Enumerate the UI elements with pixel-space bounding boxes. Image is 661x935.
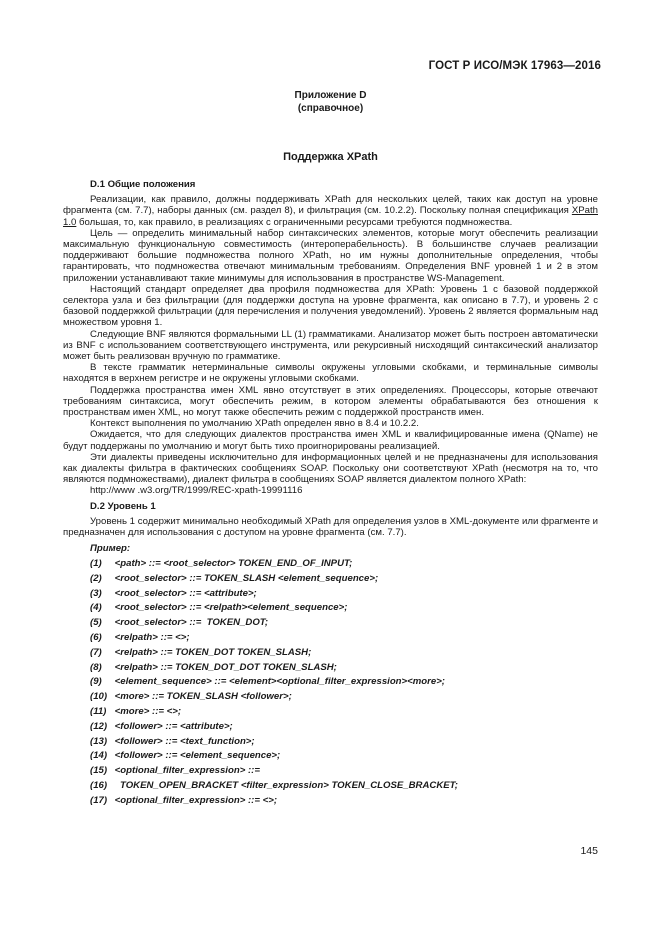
rule-number: (10) [90, 691, 108, 703]
xpath-url[interactable]: http://www .w3.org/TR/1999/REC-xpath-19991116 [90, 485, 303, 497]
rule-text: <path> ::= <root_selector> TOKEN_END_OF_INPUT; [114, 558, 353, 570]
page-number: 145 [580, 845, 598, 857]
rule-number: (5) [90, 617, 102, 629]
rule-text: TOKEN_OPEN_BRACKET <filter_expression> TOKEN_CLOSE_BRACKET; [114, 780, 458, 792]
rule-number: (13) [90, 735, 108, 747]
rule-number: (11) [90, 706, 107, 718]
rule-number: (17) [90, 794, 108, 806]
rule-text: <relpath> ::= TOKEN_DOT TOKEN_SLASH; [114, 646, 312, 658]
paragraph: Поддержка пространства имен XML явно отсутствует в этих определениях. Процессоры, которые отвечают требованиям синтаксиса, могут обеспечить режим, в котором элементы обрабатываются без отношения к пространствам имен XML, но могут также обеспечить режим с поддержкой пространств имен. [63, 384, 598, 419]
paragraph: Уровень 1 содержит минимально необходимый XPath для определения узлов в XML-документе или фрагменте и предназначен для использования с доступом на уровне фрагмента (см. 7.7). [63, 515, 598, 539]
rule-number: (14) [90, 750, 108, 762]
grammar-rule [90, 601, 598, 616]
paragraph: В тексте грамматик нетерминальные символы окружены угловыми скобками, и терминальные символы находятся в верхнем регистре и не окружены угловыми скобками. [63, 362, 598, 385]
rule-text: <relpath> ::= <>; [114, 632, 190, 644]
rule-number: (6) [90, 632, 102, 644]
section-heading-d1: D.1 Общие положения [90, 179, 196, 190]
grammar-rule [90, 779, 598, 794]
rule-number: (12) [90, 720, 108, 732]
rule-number: (3) [90, 587, 102, 599]
rule-number: (7) [90, 646, 102, 658]
rule-text: <more> ::= <>; [114, 706, 182, 718]
rule-number: (16) [90, 780, 108, 792]
grammar-example [63, 542, 598, 808]
rule-number: (2) [90, 572, 102, 584]
rule-text: <root_selector> ::= TOKEN_SLASH <element_sequence>; [114, 572, 379, 584]
grammar-rule [90, 675, 598, 690]
grammar-rule [90, 631, 598, 646]
grammar-rule [90, 587, 598, 602]
paragraph: Настоящий стандарт определяет два профиля подмножества для XPath: Уровень 1 с базовой поддержкой селектора узла и без фильтрации (для поддержки доступа на уровне фрагмента, как описано в 7.7), и уровень 2 с базовой поддержкой фильтрации (для перечисления и получения уведомлений). Уровень 2 является формальным над множеством уровня 1. [63, 283, 598, 329]
rule-text: <root_selector> ::= <relpath><element_sequence>; [114, 602, 348, 614]
annex-heading [0, 89, 661, 115]
paragraph: Следующие BNF являются формальными LL (1) грамматиками. Анализатор может быть построен автоматически из BNF с использованием соответствующего инструмента, или рекурсивный нисходящий синтаксический анализатор может быть реализован вручную по грамматике. [63, 328, 598, 363]
example-label: Пример: [90, 543, 131, 555]
grammar-rules [90, 557, 598, 809]
rule-text: <follower> ::= <attribute>; [114, 720, 233, 732]
rule-text: <root_selector> ::= TOKEN_DOT; [114, 617, 269, 629]
rule-text: <optional_filter_expression> ::= <>; [114, 794, 278, 806]
grammar-rule [90, 661, 598, 676]
annex-subtitle: (справочное) [297, 103, 364, 114]
rule-number: (15) [90, 765, 108, 777]
rule-number: (8) [90, 661, 102, 673]
rule-text: <element_sequence> ::= <element><optional_filter_expression><more>; [114, 676, 446, 688]
grammar-rule [90, 705, 598, 720]
paragraph: Цель — определить минимальный набор синтаксических элементов, которые могут обеспечить реализации максимальную функциональную совместимость (интероперабельность). В большинстве случаев реализации поддерживают большие подмножества полного XPath, но им нужны дополнительные определения, чтобы гарантировать, что подмножества отвечают минимальным требованиям. Определения BNF уровней 1 и 2 в этом приложении устанавливают такие минимумы для использования в пространстве WS-Management. [63, 227, 598, 284]
paragraph: Ожидается, что для следующих диалектов пространства имен XML и квалифицированные имена (QName) не будут поддержаны по умолчанию и могут быть тихо проигнорированы реализацией. [63, 429, 598, 452]
section-heading-d2: D.2 Уровень 1 [90, 500, 156, 512]
grammar-rule [90, 794, 598, 809]
grammar-rule [90, 690, 598, 705]
grammar-rule [90, 646, 598, 661]
grammar-rule [90, 764, 598, 779]
paragraph: Контекст выполнения по умолчанию XPath определен явно в 8.4 и 10.2.2. [90, 418, 419, 430]
document-code: ГОСТ Р ИСО/МЭК 17963—2016 [428, 60, 601, 72]
grammar-rule [90, 720, 598, 735]
rule-text: <optional_filter_expression> ::= [114, 765, 260, 777]
xpath-link[interactable]: XPath 1.0 [63, 205, 598, 228]
paragraph [63, 194, 598, 228]
grammar-rule [90, 572, 598, 587]
grammar-rule [90, 735, 598, 750]
rule-text: <root_selector> ::= <attribute>; [114, 587, 257, 599]
rule-number: (1) [90, 558, 102, 570]
paragraph: Эти диалекты приведены исключительно для информационных целей и не предназначены для использования как диалекты фильтра в фактических сообщениях SOAP. Поскольку они соответствуют XPath (несмотря на то, что являются подмножествами), диалект фильтра в сообщениях SOAP является диалектом полного XPath: [63, 451, 598, 486]
paragraph-text: большая, то, как правило, в реализациях с ограниченными ресурсами требуются подмножества. [76, 216, 513, 228]
grammar-rule [90, 749, 598, 764]
paragraph-text: Реализации, как правило, должны поддерживать XPath для нескольких целей, таких как доступ на уровне фрагмента (см. 7.7), наборы данных (см. раздел 8), и фильтрация (см. 10.2.2). Поскольку полная спецификация [63, 194, 598, 217]
rule-text: <more> ::= TOKEN_SLASH <follower>; [114, 691, 292, 703]
annex-title: Приложение D [294, 90, 367, 101]
grammar-rule [90, 557, 598, 572]
rule-text: <relpath> ::= TOKEN_DOT_DOT TOKEN_SLASH; [114, 661, 337, 673]
rule-number: (4) [90, 602, 102, 614]
grammar-rule [90, 616, 598, 631]
rule-number: (9) [90, 676, 102, 688]
rule-text: <follower> ::= <element_sequence>; [114, 750, 281, 762]
page-title: Поддержка XPath [283, 151, 378, 163]
rule-text: <follower> ::= <text_function>; [114, 735, 255, 747]
document-body [63, 179, 598, 809]
